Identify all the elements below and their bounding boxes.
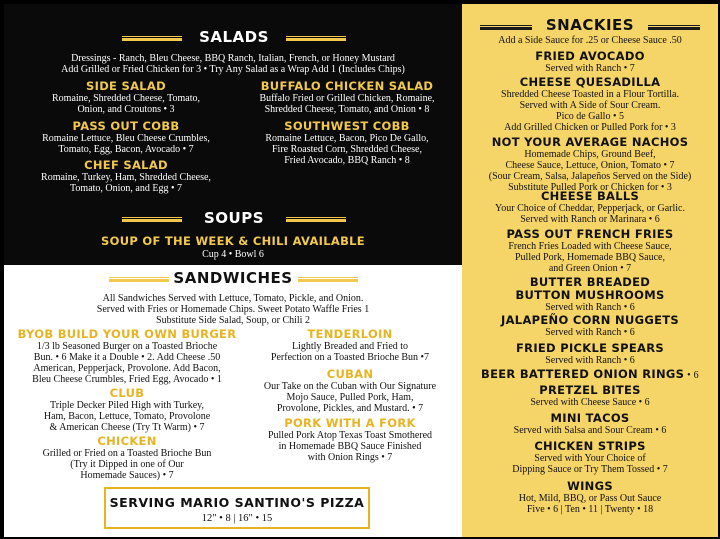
- item-desc: Tomato, Egg, Bacon, Avocado • 7: [58, 144, 194, 155]
- item-desc: Pico de Gallo • 5: [556, 111, 624, 122]
- item-desc: Fried Avocado, BBQ Ranch • 8: [284, 155, 410, 166]
- item-name: CLUB: [109, 386, 145, 400]
- item-desc: Served with Ranch or Marinara • 6: [520, 214, 660, 225]
- item-desc: Served with Ranch • 6: [545, 302, 635, 313]
- soups-title: SOUPS: [203, 209, 265, 227]
- item-name: NOT YOUR AVERAGE NACHOS: [491, 135, 689, 149]
- menu-item-club: [14, 387, 240, 433]
- item-name: MINI TACOS: [550, 411, 630, 425]
- item-desc: Shredded Cheese, Tomato, and Onion • 8: [264, 104, 430, 115]
- snack-item: [466, 136, 714, 193]
- item-desc: Our Take on the Cuban with Our Signature: [263, 381, 437, 392]
- title-rule-left: [109, 279, 169, 281]
- item-desc: Served with Ranch • 7: [545, 63, 635, 74]
- menu-item-cuban: [244, 368, 456, 414]
- menu-item-chicken-sandwich: [14, 435, 240, 481]
- item-desc: Pulled Pork, Homemade BBQ Sauce,: [515, 252, 665, 263]
- snack-item: [466, 480, 714, 515]
- item-desc: Hot, Mild, BBQ, or Pass Out Sauce: [518, 493, 662, 504]
- item-name: BUTTER BREADED BUTTON MUSHROOMS: [515, 275, 665, 302]
- item-name: CHICKEN STRIPS: [534, 439, 646, 453]
- item-desc: Fire Roasted Corn, Shredded Cheese,: [272, 144, 422, 155]
- item-desc: Ham, Bacon, Lettuce, Tomato, Provolone: [43, 411, 211, 422]
- title-rule-left: [122, 38, 182, 40]
- sandwiches-panel: [4, 265, 462, 537]
- snack-item: [466, 440, 714, 475]
- snack-item: [466, 412, 714, 436]
- item-name: JALAPEÑO CORN NUGGETS: [501, 313, 679, 327]
- item-name: SIDE SALAD: [86, 79, 166, 93]
- item-desc: Homemade Sauces) • 7: [80, 470, 174, 481]
- item-name: CHEESE QUESADILLA: [519, 75, 661, 89]
- snack-item: [466, 50, 714, 74]
- salads-title: SALADS: [199, 28, 269, 46]
- item-desc: Grilled or Fried on a Toasted Brioche Bun: [42, 448, 212, 459]
- sandwich-note: Substitute Side Salad, Soup, or Chili 2: [156, 315, 310, 326]
- item-desc: Served with Ranch • 6: [545, 355, 635, 366]
- menu-item-side-salad: [26, 80, 226, 115]
- item-desc: Served with Ranch • 6: [545, 327, 635, 338]
- item-name: WINGS: [567, 479, 613, 493]
- snackies-panel: [462, 4, 718, 537]
- soup-feature: SOUP OF THE WEEK & CHILI AVAILABLE: [101, 234, 365, 248]
- item-desc: in Homemade BBQ Sauce Finished: [278, 441, 422, 452]
- snack-item: [466, 384, 714, 408]
- item-desc: Dipping Sauce or Try Them Tossed • 7: [512, 464, 668, 475]
- snack-item: [466, 76, 714, 133]
- item-desc: and Green Onion • 7: [548, 263, 632, 274]
- item-desc: with Onion Rings • 7: [307, 452, 393, 463]
- item-desc: Add Grilled Chicken or Pulled Pork for • 3: [504, 122, 676, 133]
- item-desc: Perfection on a Toasted Brioche Bun •7: [270, 352, 430, 363]
- salads-soups-panel: [4, 4, 462, 265]
- item-desc: Tomato, Onion, and Egg • 7: [70, 183, 182, 194]
- item-desc: (Sour Cream, Salsa, Jalapeños Served on the Side): [488, 171, 692, 182]
- item-desc: Homemade Chips, Ground Beef,: [524, 149, 656, 160]
- item-desc: Served with A Side of Sour Cream.: [519, 100, 661, 111]
- item-desc: Served with Salsa and Sour Cream • 6: [513, 425, 667, 436]
- item-desc: Provolone, Pickles, and Mustard. • 7: [276, 403, 424, 414]
- item-name: BEER BATTERED ONION RINGS • 6: [481, 367, 699, 381]
- menu-item-southwest-cobb: [242, 120, 452, 166]
- item-desc: French Fries Loaded with Cheese Sauce,: [508, 241, 672, 252]
- title-rule-right: [286, 219, 346, 221]
- sandwiches-title: SANDWICHES: [173, 269, 293, 287]
- item-name: CUBAN: [326, 367, 374, 381]
- item-name: CHEF SALAD: [84, 158, 168, 172]
- item-desc: Mojo Sauce, Pulled Pork, Ham,: [286, 392, 414, 403]
- snack-item: [466, 228, 714, 274]
- item-name: CHICKEN: [97, 434, 157, 448]
- snack-item: [466, 368, 714, 382]
- item-desc: & American Cheese (Try Tt Warm) • 7: [49, 422, 205, 433]
- item-name: PASS OUT FRENCH FRIES: [506, 227, 674, 241]
- snackies-title: SNACKIES: [545, 16, 635, 34]
- menu-item-byob: [14, 328, 240, 385]
- sandwich-note: Served with Fries or Homemade Chips. Sweet Potato Waffle Fries 1: [96, 304, 370, 315]
- item-desc: Romaine, Turkey, Ham, Shredded Cheese,: [41, 172, 211, 183]
- item-desc: Served with Your Choice of: [534, 453, 646, 464]
- item-name: SOUTHWEST COBB: [284, 119, 410, 133]
- item-name: PRETZEL BITES: [539, 383, 641, 397]
- item-desc: Your Choice of Cheddar, Pepperjack, or Garlic.: [495, 203, 685, 214]
- title-rule-left: [122, 219, 182, 221]
- item-desc: Pulled Pork Atop Texas Toast Smothered: [267, 430, 433, 441]
- title-rule-right: [648, 27, 700, 29]
- title-rule-right: [286, 38, 346, 40]
- item-desc: Five • 6 | Ten • 11 | Twenty • 18: [526, 504, 654, 515]
- item-name: TENDERLOIN: [307, 327, 393, 341]
- item-desc: Cheese Sauce, Lettuce, Onion, Tomato • 7: [505, 160, 675, 171]
- item-desc: Served with Cheese Sauce • 6: [530, 397, 650, 408]
- snack-item: [466, 190, 714, 225]
- item-desc: Substitute Pulled Pork or Chicken for • 3: [508, 182, 672, 193]
- snack-item: [466, 342, 714, 366]
- item-desc: Romaine, Shredded Cheese, Tomato,: [52, 93, 200, 104]
- item-name: BUFFALO CHICKEN SALAD: [260, 79, 434, 93]
- item-name: CHEESE BALLS: [540, 189, 640, 203]
- snack-item: [466, 314, 714, 338]
- title-rule-right: [298, 279, 358, 281]
- sandwich-note: All Sandwiches Served with Lettuce, Tomato, Pickle, and Onion.: [102, 293, 364, 304]
- item-desc: Lightly Breaded and Fried to: [291, 341, 409, 352]
- item-desc: Romaine Lettuce, Bacon, Pico De Gallo,: [265, 133, 429, 144]
- soup-prices: Cup 4 • Bowl 6: [202, 249, 264, 260]
- menu-item-tenderloin: [244, 328, 456, 363]
- snackies-sauce-note: Add a Side Sauce for .25 or Cheese Sauce .50: [498, 35, 682, 46]
- item-name: PASS OUT COBB: [72, 119, 180, 133]
- item-desc: Shredded Cheese Toasted in a Flour Tortilla.: [501, 89, 679, 100]
- pizza-title: SERVING MARIO SANTINO'S PIZZA: [109, 495, 365, 510]
- item-desc: Romaine Lettuce, Bleu Cheese Crumbles,: [42, 133, 210, 144]
- item-desc: 1/3 lb Seasoned Burger on a Toasted Brioche: [36, 341, 218, 352]
- item-desc: Bun. • 6 Make it a Double • 2. Add Cheese .50: [33, 352, 221, 363]
- title-rule-left: [480, 27, 532, 29]
- snack-item: [466, 276, 714, 313]
- item-name: FRIED AVOCADO: [535, 49, 645, 63]
- item-desc: (Try it Dipped in one of Our: [70, 459, 184, 470]
- item-desc: Buffalo Fried or Grilled Chicken, Romaine,: [259, 93, 435, 104]
- salads-addon-note: Add Grilled or Fried Chicken for 3 • Try Any Salad as a Wrap Add 1 (Includes Chips): [61, 64, 405, 75]
- pizza-prices: 12" • 8 | 16" • 15: [201, 513, 273, 524]
- item-desc: American, Pepperjack, Provolone. Add Bacon,: [33, 363, 221, 374]
- item-price: • 6: [684, 370, 699, 381]
- item-name: FRIED PICKLE SPEARS: [516, 341, 664, 355]
- item-desc: Onion, and Croutons • 3: [77, 104, 175, 115]
- salads-dressing-note: Dressings - Ranch, Bleu Cheese, BBQ Ranch, Italian, French, or Honey Mustard: [71, 53, 395, 64]
- item-desc: Triple Decker Piled High with Turkey,: [50, 400, 204, 411]
- menu-item-buffalo-chicken-salad: [242, 80, 452, 115]
- item-desc: Bleu Cheese Crumbles, Fried Egg, Avocado • 1: [32, 374, 222, 385]
- menu-item-pass-out-cobb: [26, 120, 226, 155]
- menu-item-chef-salad: [26, 159, 226, 194]
- menu-item-pork-with-a-fork: [244, 417, 456, 463]
- item-name: PORK WITH A FORK: [284, 416, 416, 430]
- item-name: BYOB BUILD YOUR OWN BURGER: [17, 327, 237, 341]
- pizza-banner: [104, 487, 370, 529]
